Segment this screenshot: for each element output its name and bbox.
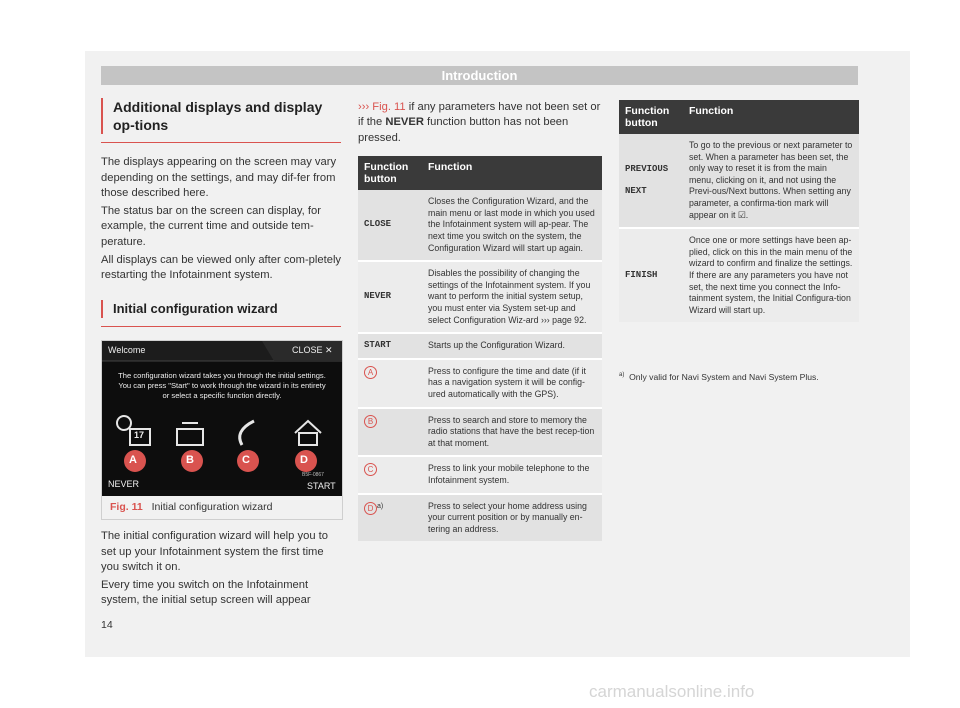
- infotainment-screen: [102, 341, 342, 496]
- table-row: [358, 190, 602, 261]
- wizard-message: The configuration wizard takes you through the initial settings. You can press "Start" to work through the wizard in its entirety or select a specific function directly.: [118, 371, 326, 400]
- description-cell: Press to configure the time and date (if it has a navigation system it will be config-ured automatically with the GPS).: [422, 359, 602, 408]
- intro-text: ››› Fig. 11 if any parameters have not been set or if the NEVER function button has not been pressed.: [358, 101, 601, 144]
- label-d-icon: D: [364, 502, 377, 515]
- table-row: [358, 408, 602, 457]
- label-c-icon: C: [364, 463, 377, 476]
- key-cell: [358, 494, 422, 542]
- welcome-title: Welcome: [108, 345, 146, 355]
- table-row: [619, 134, 859, 228]
- heading-rule: [101, 142, 341, 143]
- description-cell: Closes the Configuration Wizard, and the main menu or last mode in which you used the Infotainment system will ap-pear. The next time you switch on the system, the Configuration Wizard will start up again.: [422, 190, 602, 261]
- middle-column: [358, 100, 602, 541]
- page-number: 14: [101, 619, 113, 631]
- table-row: [358, 359, 602, 408]
- description-cell: Disables the possibility of changing the settings of the Infotainment system. If you want to perform the initial system setup, you must enter via System set-up and select Configuration Wiz-ard ››› page 92.: [422, 261, 602, 333]
- table-row: [619, 228, 859, 322]
- section-heading: Additional displays and display op-tions: [101, 98, 335, 134]
- label-b[interactable]: B: [186, 454, 194, 466]
- label-b-icon: B: [364, 415, 377, 428]
- table-header-row: [358, 156, 602, 190]
- subsection-heading: Initial configuration wizard: [101, 300, 342, 318]
- label-c[interactable]: C: [242, 454, 250, 466]
- label-a-icon: A: [364, 366, 377, 379]
- paragraph: The status bar on the screen can display, for example, the current time and outside tem-perature.: [101, 204, 321, 248]
- key-cell: START: [358, 333, 422, 359]
- footnote: $^{a)}$ Only valid for Navi System and Navi System Plus.: [619, 372, 819, 382]
- paragraph: The initial configuration wizard will help you to set up your Infotainment system the first time you switch it on.: [101, 530, 328, 574]
- navigation-table: [619, 100, 859, 322]
- figure-number: Fig. 11: [110, 501, 143, 513]
- key-cell: [358, 359, 422, 408]
- close-button[interactable]: CLOSE ✕: [292, 345, 333, 355]
- figure-code: B5F-0867: [302, 472, 324, 478]
- description-cell: Once one or more settings have been ap-plied, click on this in the main menu of the wizard to confirm and finalize the settings. If there are any parameters you have not set, the next time you connect the Info-tainment system, the Initial Configura-tion Wizard will start up.: [683, 228, 859, 322]
- key-cell: FINISH: [619, 228, 683, 322]
- description-cell: Press to select your home address using your current position or by manually en-tering an address.: [422, 494, 602, 542]
- key-cell: CLOSE: [358, 190, 422, 261]
- key-cell: [358, 456, 422, 493]
- right-column: [619, 100, 859, 322]
- column-header: Function button: [358, 156, 422, 190]
- column-header: Function: [683, 100, 859, 134]
- left-column-continued: [101, 529, 342, 609]
- paragraph: Every time you switch on the Infotainment system, the initial setup screen will appear: [101, 578, 311, 607]
- description-cell: Starts up the Configuration Wizard.: [422, 333, 602, 359]
- paragraph: All displays can be viewed only after com-pletely restarting the Infotainment system.: [101, 253, 342, 282]
- label-a[interactable]: A: [129, 454, 137, 466]
- date-number: 17: [134, 430, 145, 440]
- watermark: carmanualsonline.info: [589, 682, 755, 701]
- figure-caption: [110, 501, 272, 513]
- key-cell: [358, 408, 422, 457]
- paragraph: The displays appearing on the screen may vary depending on the settings, and may dif-fer from those described here.: [101, 156, 337, 200]
- description-cell: Press to search and store to memory the radio stations that have the best recep-tion at that moment.: [422, 408, 602, 457]
- key-cell: PREVIOUS NEXT: [619, 134, 683, 228]
- heading-rule: [101, 326, 341, 327]
- table-row: [358, 261, 602, 333]
- never-button[interactable]: NEVER: [108, 479, 140, 489]
- start-button[interactable]: START: [307, 481, 336, 491]
- footnote-marker: a): [377, 502, 384, 510]
- column-header: Function: [422, 156, 602, 190]
- function-table: [358, 156, 602, 541]
- close-icon: ✕: [325, 345, 333, 355]
- table-row: [358, 456, 602, 493]
- section-header: Introduction: [101, 66, 858, 85]
- description-cell: To go to the previous or next parameter to set. When a parameter has been set, the only way to reset it is from the main menu, clicking on it, and not using the Previ-ous/Next buttons. When setting any parameter, a confirma-tion mark will appear on it ☑.: [683, 134, 859, 228]
- label-d[interactable]: D: [300, 454, 308, 466]
- caption-text: Initial configuration wizard: [151, 501, 273, 513]
- key-cell: NEVER: [358, 261, 422, 333]
- column-header: Function button: [619, 100, 683, 134]
- figure-11: [101, 340, 343, 520]
- table-row: [358, 333, 602, 359]
- description-cell: Press to link your mobile telephone to the Infotainment system.: [422, 456, 602, 493]
- left-column: [101, 98, 342, 327]
- table-row: [358, 494, 602, 542]
- table-header-row: [619, 100, 859, 134]
- figure-reference-link[interactable]: ››› Fig. 11: [358, 101, 406, 113]
